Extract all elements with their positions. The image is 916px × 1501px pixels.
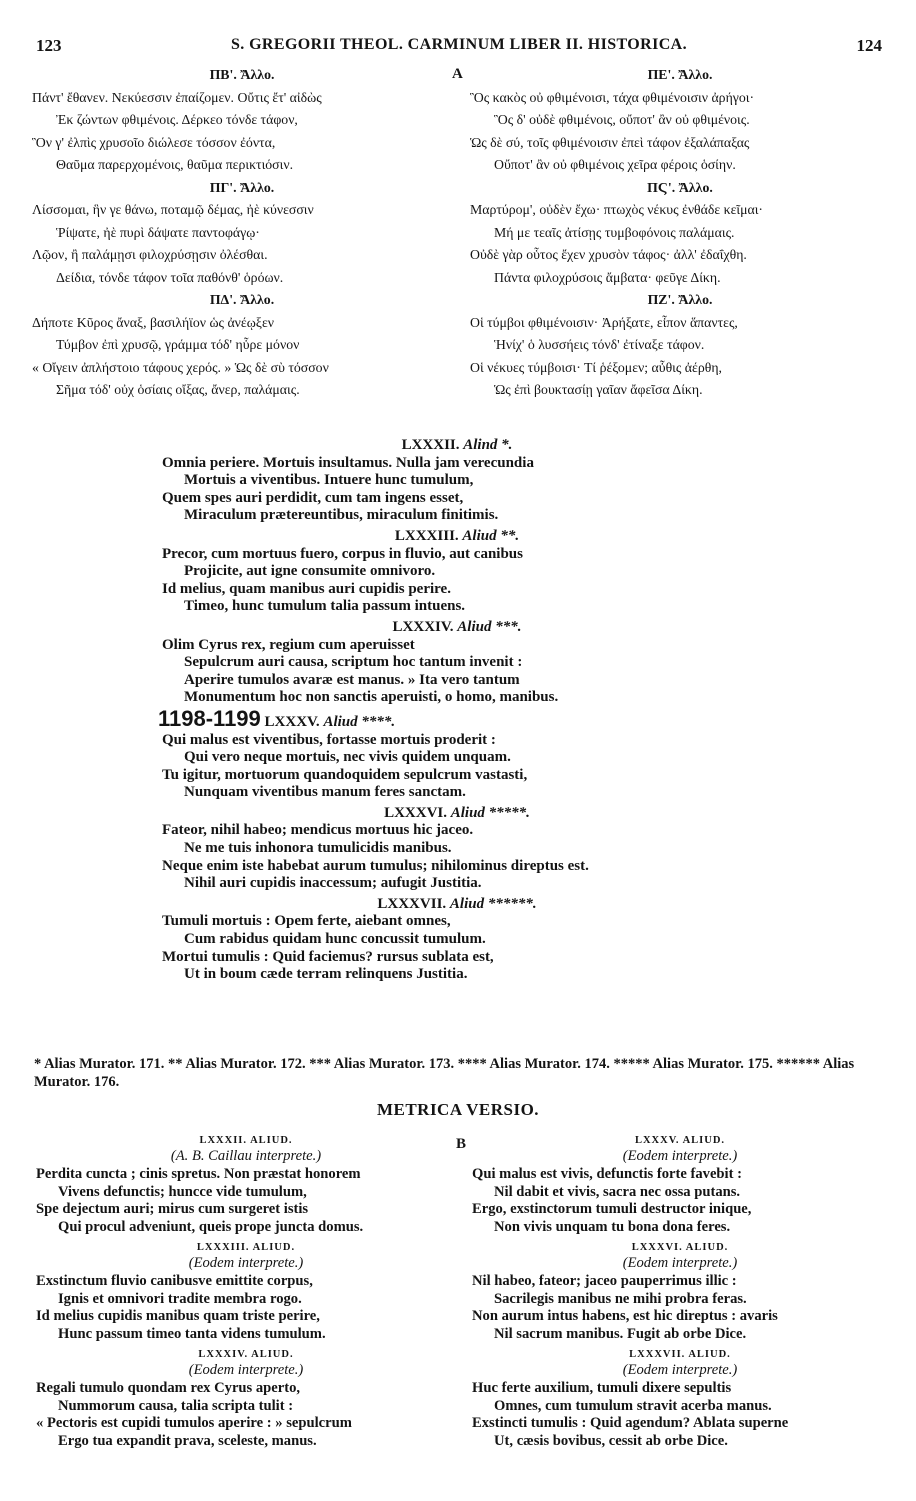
interpreter-note: (Eodem interprete.) — [188, 1254, 304, 1271]
verse-line: Regali tumulo quondam rex Cyrus aperto, — [36, 1379, 301, 1396]
verse-line: Ἡνίχ' ὁ λυσσήεις τόνδ' ἐτίναξε τάφον. — [494, 337, 705, 352]
verse-line: Non aurum intus habens, est hic direptus : avaris — [472, 1308, 778, 1325]
verse-line: Nummorum causa, talia scripta tulit : — [58, 1397, 294, 1414]
verse-line: Ὃς κακὸς οὐ φθιμένοισι, τάχα φθιμένοισιν ἀρήγοι· — [470, 89, 755, 105]
verse-line: Quem spes auri perdidit, cum tam ingens esset, — [162, 489, 464, 506]
verse-line: Ῥίψατε, ἠὲ πυρὶ δάψατε παντοφάγῳ· — [56, 224, 260, 240]
running-header — [36, 36, 882, 60]
interpreter-note: (A. B. Caillau interprete.) — [170, 1148, 322, 1164]
verse-line: Θαῦμα παρερχομένοις, θαῦμα περικτιόσιν. — [56, 157, 294, 172]
verse-line: « Οἴγειν ἀπλήστοιο τάφους χερός. » Ὡς δὲ σὺ τόσσον — [32, 359, 329, 375]
verse-line: Nil dabit et vivis, sacra nec ossa putans. — [494, 1183, 741, 1200]
verse-line: Omnes, cum tumulum stravit acerba manus. — [494, 1397, 772, 1414]
verse-line: Timeo, hunc tumulum talia passum intuens. — [184, 598, 466, 615]
verse-line: Spe dejectum auri; mirus cum surgeret istis — [36, 1201, 309, 1218]
verse-line: Δήποτε Κῦρος ἄναξ, βασιλήϊον ὡς ἀνέῳξεν — [32, 314, 274, 330]
poem-heading — [158, 705, 882, 732]
verse-line: Λῷον, ἢ παλάμῃσι φιλοχρύσῃσιν ὀλέσθαι. — [32, 247, 268, 262]
verse-line: Ὃς δ' οὐδὲ φθιμένοις, οὔποτ' ἂν οὐ φθιμένοις. — [494, 112, 750, 127]
poem-label: Alind *. — [463, 437, 513, 453]
verse-line: Exstincti tumulis : Quid agendum? Ablata superne — [472, 1415, 789, 1432]
verse-line: Πάντα φιλοχρύσοις ἄμβατα· φεῦγε Δίκη. — [494, 269, 721, 285]
verse-line: Δείδια, τόνδε τάφον τοῖα παθόνθ' ὁρόων. — [56, 269, 284, 285]
poem-label: Aliud **. — [462, 527, 520, 544]
interpreter-note: (Eodem interprete.) — [622, 1254, 738, 1271]
page-number-right: 124 — [856, 36, 882, 55]
verse-line: Miraculum prætereuntibus, miraculum finitimis. — [184, 507, 499, 524]
interpreter-note: (Eodem interprete.) — [622, 1361, 738, 1378]
verse-line: Ut in boum cæde terram relinquens Justitia. — [184, 966, 468, 983]
metrica-column-left — [36, 1130, 456, 1451]
verse-line: Οἱ νέκυες τύμβοισι· Τί ῥέξομεν; αὖθις ἀέρθη, — [470, 359, 722, 375]
verse-line: Qui malus est viventibus, fortasse mortuis proderit : — [162, 731, 496, 748]
verse-line: Vivens defunctis; huncce vide tumulum, — [58, 1183, 307, 1200]
column-number: 1198-1199 — [158, 705, 261, 731]
section-title: METRICA VERSIO. — [376, 1100, 540, 1119]
verse-line: Ὡς ἐπὶ βουκτασίῃ γαῖαν ἄφεῖσα Δίκη. — [494, 382, 703, 397]
poem-heading: LXXXIV. ALIUD. — [198, 1348, 294, 1360]
verse-line: Mortui tumulis : Quid faciemus? rursus sublata est, — [162, 948, 494, 965]
verse-line: Precor, cum mortuus fuero, corpus in fluvio, aut canibus — [162, 545, 523, 562]
verse-line: Ut, cæsis bovibus, cessit ab orbe Dice. — [494, 1433, 728, 1450]
poem-heading: ΠϚ'. Ἄλλο. — [647, 179, 713, 195]
latin-translation — [158, 434, 882, 984]
verse-line: Omnia periere. Mortuis insultamus. Nulla jam verecundia — [162, 454, 534, 471]
page-number-left: 123 — [36, 36, 62, 55]
verse-line: Οἱ τύμβοι φθιμένοισιν· Ἀρήξατε, εἶπον ἅπαντες, — [470, 314, 738, 330]
verse-line: Ὃν γ' ἐλπὶς χρυσοῖο διώλεσε τόσσον ἐόντα, — [32, 134, 276, 150]
poem-heading — [162, 528, 882, 546]
column-mark-a: A — [452, 66, 463, 82]
running-title: S. GREGORII THEOL. CARMINUM LIBER II. HISTORICA. — [230, 36, 688, 53]
verse-line: « Pectoris est cupidi tumulos aperire : » sepulcrum — [36, 1415, 352, 1432]
greek-column-left — [32, 64, 452, 402]
poem-heading — [162, 619, 882, 637]
verse-line: Nunquam viventibus manum feres sanctam. — [184, 784, 466, 801]
verse-line: Non vivis unquam tu bona dona feres. — [494, 1219, 731, 1236]
verse-line: Mortuis a viventibus. Intuere hunc tumulum, — [184, 472, 474, 489]
verse-line: Tumuli mortuis : Opem ferte, aiebant omnes, — [162, 913, 451, 930]
poem-heading: LXXXVII. ALIUD. — [629, 1348, 731, 1360]
poem-number: LXXXII. — [401, 437, 464, 453]
verse-line: Sepulcrum auri causa, scriptum hoc tantum invenit : — [184, 654, 523, 671]
verse-line: Ergo tua expandit prava, sceleste, manus. — [58, 1433, 317, 1450]
poem-heading: ΠΔ'. Ἄλλο. — [209, 292, 275, 307]
poem-number: LXXXVI. — [384, 804, 451, 821]
verse-line: Nil habeo, fateor; jaceo pauperrimus illic : — [472, 1272, 737, 1289]
verse-line: Fateor, nihil habeo; mendicus mortuus hic jaceo. — [162, 822, 474, 839]
poem-heading — [162, 437, 882, 455]
verse-line: Monumentum hoc non sanctis aperuisti, o homo, manibus. — [184, 689, 559, 706]
verse-line: Huc ferte auxilium, tumuli dixere sepultis — [472, 1379, 732, 1396]
poem-heading: ΠΖ'. Ἄλλο. — [647, 292, 713, 307]
verse-line: Aperire tumulos avaræ est manus. » Ita vero tantum — [184, 671, 520, 688]
metrica-column-right — [472, 1130, 888, 1451]
poem-heading: LXXXVI. ALIUD. — [631, 1241, 729, 1253]
verse-line: Qui malus est vivis, defunctis forte favebit : — [472, 1165, 742, 1182]
verse-line: Qui vero neque mortuis, nec vivis quidem unquam. — [184, 749, 511, 766]
verse-line: Neque enim iste habebat aurum tumulus; nihilominus direptus est. — [162, 857, 589, 874]
poem-heading: LXXXIII. ALIUD. — [196, 1241, 296, 1253]
verse-line: Projicite, aut igne consumite omnivoro. — [184, 563, 436, 580]
verse-line: Ergo, exstinctorum tumuli destructor inique, — [472, 1201, 752, 1218]
poem-heading: ΠΕ'. Ἄλλο. — [647, 67, 713, 82]
poem-label: Aliud ***. — [457, 618, 522, 635]
greek-column-right — [470, 64, 890, 402]
verse-line: Ἐκ ζώντων φθιμένοις. Δέρκεο τόνδε τάφον, — [56, 112, 298, 127]
poem-number: LXXXIII. — [394, 527, 463, 544]
verse-line: Cum rabidus quidam hunc concussit tumulum. — [184, 931, 486, 948]
verse-line: Μή με τεαῖς ἀτίσῃς τυμβοφόνοις παλάμαις. — [494, 224, 735, 240]
poem-heading — [162, 896, 882, 914]
verse-line: Id melius cupidis manibus quam triste perire, — [36, 1308, 320, 1325]
verse-line: Qui procul adveniunt, queis prope juncta domus. — [58, 1219, 364, 1236]
verse-line: Hunc passum timeo tanta videns tumulum. — [58, 1326, 326, 1343]
poem-label: Aliud ****. — [323, 713, 396, 730]
poem-label: Aliud ******. — [449, 895, 537, 912]
poem-heading: ΠΓ'. Ἄλλο. — [209, 179, 275, 195]
poem-label: Aliud *****. — [450, 804, 530, 821]
verse-line: Exstinctum fluvio canibusve emittite corpus, — [36, 1272, 313, 1289]
poem-heading — [162, 805, 882, 823]
verse-line: Πάντ' ἔθανεν. Νεκύεσσιν ἐπαίζομεν. Οὔτις ἔτ' αἰδὼς — [32, 89, 322, 105]
verse-line: Id melius, quam manibus auri cupidis perire. — [162, 580, 451, 597]
interpreter-note: (Eodem interprete.) — [622, 1148, 738, 1164]
verse-line: Ὡς δὲ σύ, τοῖς φθιμένοισιν ἐπεὶ τάφον ἐξαλάπαξας — [470, 134, 750, 150]
footnotes: * Alias Murator. 171. ** Alias Murator. 172. *** Alias Murator. 173. **** Alias Murator. 174. ***** Alias Murator. 175. ****** Alias Murator. 176. — [34, 1056, 855, 1090]
verse-line: Olim Cyrus rex, regium cum aperuisset — [162, 636, 415, 653]
verse-line: Nihil auri cupidis inaccessum; aufugit Justitia. — [184, 875, 482, 892]
column-mark-b: B — [456, 1136, 467, 1152]
verse-line: Σῆμα τόδ' οὐχ ὁσίαις οἴξας, ἄνερ, παλάμαις. — [56, 382, 300, 397]
verse-line: Οὐδὲ γὰρ οὗτος ἔχεν χρυσὸν τάφος· ἀλλ' ἐδαΐχθη. — [470, 247, 747, 262]
poem-heading: LXXXV. ALIUD. — [634, 1135, 726, 1146]
verse-line: Οὔποτ' ἂν οὐ φθιμένοις χεῖρα φέροις ὁσίην. — [494, 157, 736, 172]
verse-line: Μαρτύρομ', οὐδὲν ἔχω· πτωχὸς νέκυς ἐνθάδε κεῖμαι· — [470, 202, 764, 217]
verse-line: Tu igitur, mortuorum quandoquidem sepulcrum vastasti, — [162, 766, 528, 783]
verse-line: Nil sacrum manibus. Fugit ab orbe Dice. — [494, 1326, 747, 1343]
poem-number: LXXXVII. — [377, 895, 450, 912]
verse-line: Ignis et omnivori tradite membra rogo. — [58, 1290, 302, 1307]
poem-number: LXXXV. — [264, 713, 324, 730]
poem-heading: LXXXII. ALIUD. — [199, 1135, 293, 1146]
poem-heading: ΠΒ'. Ἄλλο. — [209, 67, 275, 82]
verse-line: Ne me tuis inhonora tumulicidis manibus. — [184, 840, 452, 857]
verse-line: Τύμβον ἐπὶ χρυσῷ, γράμμα τόδ' ηὗρε μόνον — [56, 337, 300, 352]
verse-line: Perdita cuncta ; cinis spretus. Non præstat honorem — [36, 1165, 361, 1182]
interpreter-note: (Eodem interprete.) — [188, 1361, 304, 1378]
poem-number: LXXXIV. — [392, 618, 458, 635]
verse-line: Λίσσομαι, ἣν γε θάνω, ποταμῷ δέμας, ἠὲ κύνεσσιν — [32, 202, 314, 217]
verse-line: Sacrilegis manibus ne mihi probra feras. — [494, 1290, 747, 1307]
